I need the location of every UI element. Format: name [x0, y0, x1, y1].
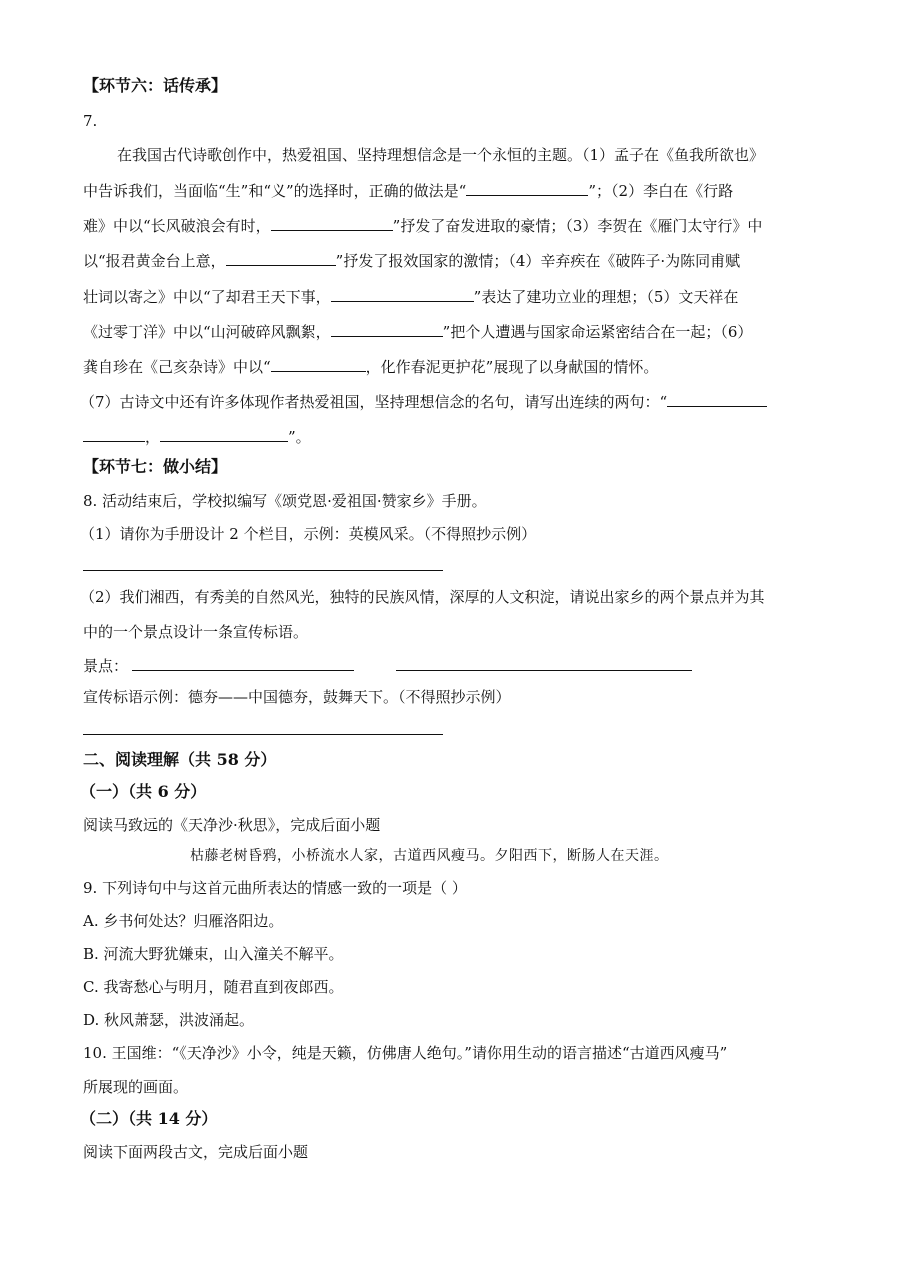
answer-blank[interactable]: [160, 427, 288, 442]
question-9: 9. 下列诗句中与这首元曲所表达的情感一致的一项是（ ）: [83, 879, 467, 897]
option-c[interactable]: C. 我寄愁心与明月，随君直到夜郎西。: [83, 978, 344, 996]
q7-text: 以“报君黄金台上意，: [83, 252, 226, 270]
part2-header: 二、阅读理解（共 58 分）: [83, 750, 277, 769]
q7-line-1: [117, 145, 764, 165]
q7-text: 龚自珍在《己亥杂诗》中以“: [83, 358, 271, 376]
q7-line-6: [83, 322, 752, 342]
answer-blank[interactable]: [466, 181, 588, 196]
question-10-line-2: 所展现的画面。: [83, 1078, 189, 1096]
option-b[interactable]: B. 河流大野犹嫌束，山入潼关不解平。: [83, 945, 344, 963]
answer-blank[interactable]: [226, 251, 336, 266]
answer-blank[interactable]: [83, 427, 145, 442]
q7-line-5: [83, 287, 738, 307]
answer-blank[interactable]: [271, 216, 393, 231]
q7-text: ”表达了建功立业的理想；（5）文天祥在: [473, 288, 739, 306]
scenic-spot-blank[interactable]: [132, 670, 354, 671]
reading-intro-2: 阅读下面两段古文，完成后面小题: [83, 1143, 309, 1161]
section7-header: 【环节七：做小结】: [83, 457, 228, 476]
q7-line-4: [83, 251, 740, 271]
question-8-2-line-1: （2）我们湘西，有秀美的自然风光，独特的民族风情，深厚的人文积淀，请说出家乡的两个景点并为其: [80, 588, 765, 606]
question-8: 8. 活动结束后，学校拟编写《颂党恩·爱祖国·赞家乡》手册。: [83, 492, 487, 510]
q7-line-8: [80, 392, 767, 412]
q7-line-9: [83, 427, 311, 447]
part2-sub2-header: （二）（共 14 分）: [80, 1109, 218, 1128]
section6-header: 【环节六：话传承】: [83, 76, 228, 95]
question-8-1: （1）请你为手册设计 2 个栏目，示例：英模风采。（不得照抄示例）: [80, 525, 537, 543]
slogan-example: 宣传标语示例：德夯——中国德夯，鼓舞天下。（不得照抄示例）: [83, 688, 511, 706]
q7-text: ”；（2）李白在《行路: [588, 182, 734, 200]
q7-text: 在我国古代诗歌创作中，热爱祖国、坚持理想信念是一个永恒的主题。（1）孟子在《鱼我所欲也》: [117, 146, 765, 164]
option-d[interactable]: D. 秋风萧瑟，洪波涌起。: [83, 1011, 255, 1029]
scenic-spot-blank[interactable]: [396, 670, 692, 671]
q7-text: ”抒发了奋发进取的豪情；（3）李贺在《雁门太守行》中: [392, 217, 763, 235]
answer-blank[interactable]: [331, 287, 474, 302]
q7-text: 《过零丁洋》中以“山河破碎风飘絮，: [83, 323, 331, 341]
question-7-number: 7.: [83, 112, 98, 130]
q7-text: 中告诉我们，当面临“生”和“义”的选择时，正确的做法是“: [83, 182, 467, 200]
q7-text: 难》中以“长风破浪会有时，: [83, 217, 271, 235]
q7-line-7: [83, 357, 658, 377]
part2-sub1-header: （一）（共 6 分）: [80, 782, 207, 801]
answer-blank[interactable]: [271, 357, 366, 372]
question-8-2-line-2: 中的一个景点设计一条宣传标语。: [83, 623, 309, 641]
q7-line-2: [83, 181, 733, 201]
poem-text: 枯藤老树昏鸦，小桥流水人家，古道西风瘦马。夕阳西下，断肠人在天涯。: [190, 848, 669, 864]
q7-text: ，化作春泥更护花”展现了以身献国的情怀。: [365, 358, 659, 376]
question-10-line-1: 10. 王国维：“《天净沙》小令，纯是天籁，仿佛唐人绝句。”请你用生动的语言描述“古道西风瘦马”: [83, 1044, 728, 1062]
answer-blank[interactable]: [667, 392, 767, 407]
option-a[interactable]: A. 乡书何处达？归雁洛阳边。: [83, 912, 284, 930]
q7-text: ”把个人遭遇与国家命运紧密结合在一起；（6）: [442, 323, 753, 341]
q7-text: ”。: [288, 428, 311, 446]
q7-line-3: [83, 216, 762, 236]
q7-text: ”抒发了报效国家的激情；（4）辛弃疾在《破阵子·为陈同甫赋: [335, 252, 741, 270]
q7-text: 壮词以寄之》中以“了却君王天下事，: [83, 288, 331, 306]
q7-text: ，: [145, 428, 161, 446]
reading-intro-1: 阅读马致远的《天净沙·秋思》，完成后面小题: [83, 816, 381, 834]
q7-text: （7）古诗文中还有许多体现作者热爱祖国，坚持理想信念的名句，请写出连续的两句：“: [80, 393, 668, 411]
scenic-spot-label: 景点：: [83, 657, 129, 675]
answer-blank[interactable]: [331, 322, 443, 337]
answer-line[interactable]: [83, 570, 443, 571]
answer-line[interactable]: [83, 734, 443, 735]
